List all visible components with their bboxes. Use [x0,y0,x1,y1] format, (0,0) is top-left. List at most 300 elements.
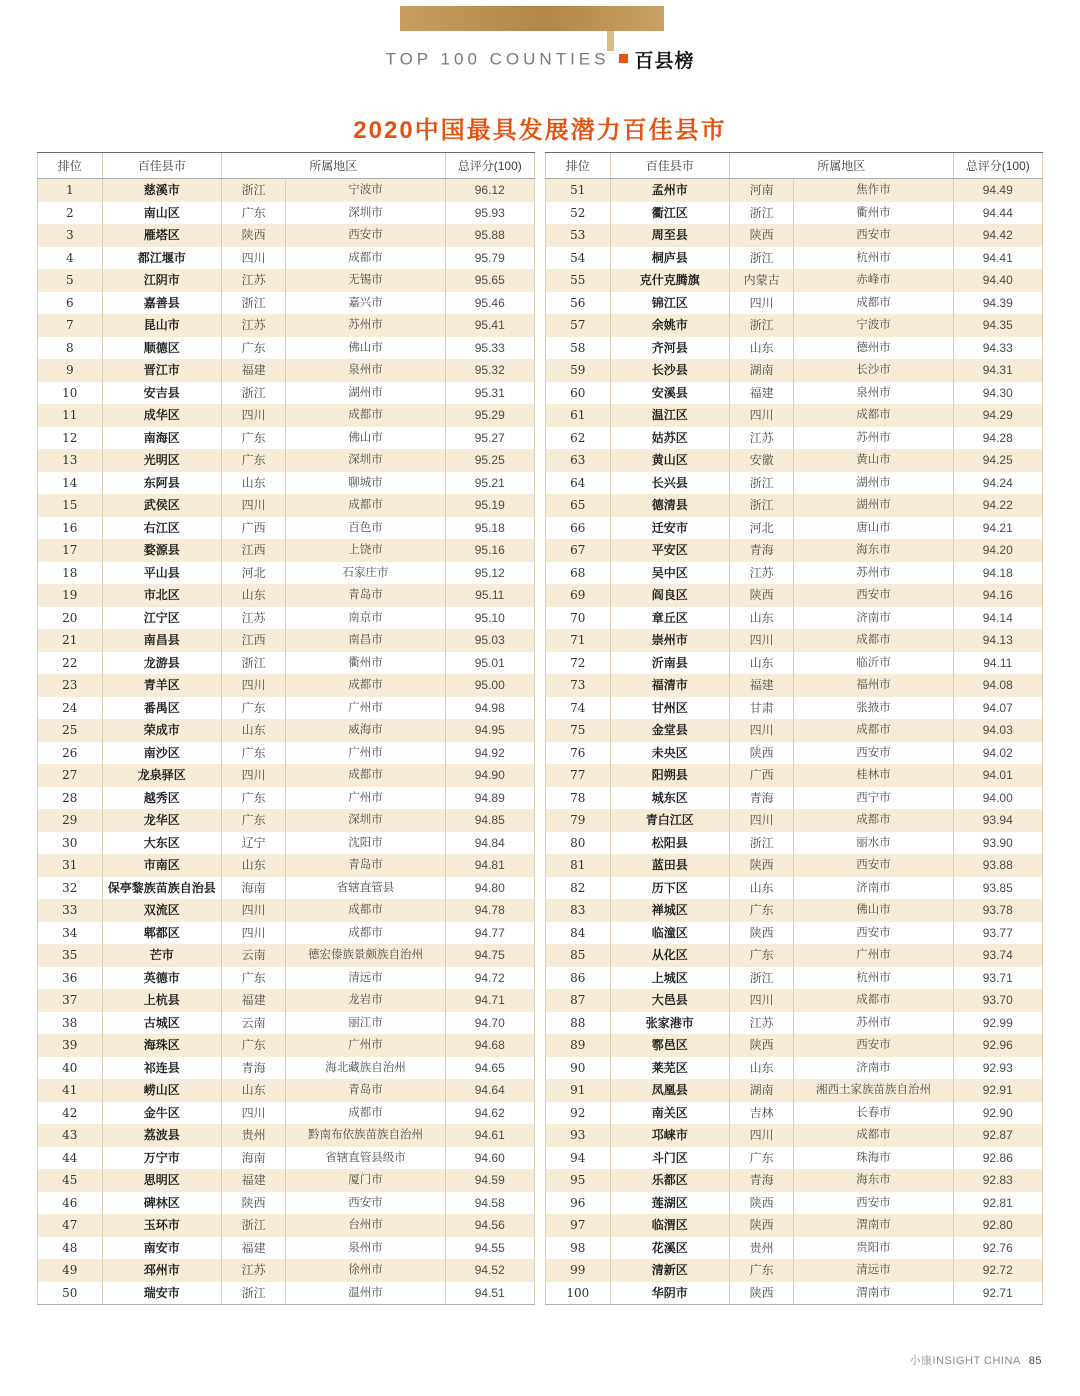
cell-rank: 63 [570,453,586,467]
cell-rank: 73 [570,678,586,692]
table-row [38,224,535,247]
cell-county: 安溪县 [610,382,729,405]
cell-county: 成华区 [102,404,221,427]
cell-county: 余姚市 [610,314,729,337]
cell-county: 福清市 [610,674,729,697]
cell-province: 福建 [221,1237,286,1260]
cell-county: 蓝田县 [610,854,729,877]
cell-score: 95.00 [445,674,534,697]
table-row [38,247,535,270]
cell-province: 江苏 [729,427,794,450]
cell-province: 河北 [221,562,286,585]
cell-rank: 53 [570,228,586,242]
table-row [546,854,1043,877]
cell-rank: 78 [570,790,586,805]
cell-rank: 70 [570,610,586,625]
table-row [546,472,1043,495]
cell-province: 广东 [729,1147,794,1170]
cell-province: 福建 [729,382,794,405]
cell-score: 94.56 [445,1214,534,1237]
cell-rank: 62 [570,430,586,445]
table-row [546,359,1043,382]
cell-county: 城东区 [610,787,729,810]
cell-rank: 69 [570,588,586,602]
cell-city: 成都市 [794,292,953,315]
cell-city: 成都市 [286,922,445,945]
cell-rank: 32 [62,880,78,895]
cell-city: 湖州市 [794,494,953,517]
cell-city: 丽水市 [794,832,953,855]
cell-county: 祁连县 [102,1057,221,1080]
cell-province: 湖南 [729,1079,794,1102]
table-row [546,562,1043,585]
cell-province: 贵州 [729,1237,794,1260]
cell-rank: 18 [62,565,78,580]
cell-city: 珠海市 [794,1147,953,1170]
table-row [38,1079,535,1102]
cell-county: 吴中区 [610,562,729,585]
cell-rank: 95 [570,1173,586,1187]
cell-county: 周至县 [610,224,729,247]
cell-city: 徐州市 [286,1259,445,1282]
cell-province: 浙江 [729,472,794,495]
cell-county: 崇州市 [610,629,729,652]
cell-city: 贵阳市 [794,1237,953,1260]
cell-province: 浙江 [221,1282,286,1305]
cell-score: 94.65 [445,1057,534,1080]
cell-rank: 22 [62,655,78,670]
cell-city: 湘西土家族苗族自治州 [794,1079,953,1102]
table-row [546,944,1043,967]
cell-score: 94.01 [953,764,1042,787]
cell-province: 福建 [221,989,286,1012]
cell-county: 番禺区 [102,697,221,720]
cell-score: 96.12 [445,179,534,202]
cell-province: 陕西 [221,1192,286,1215]
cell-province: 陕西 [729,1214,794,1237]
table-row [546,877,1043,900]
cell-city: 湖州市 [794,472,953,495]
cell-county: 长沙县 [610,359,729,382]
cell-rank: 13 [62,453,78,467]
table-row [38,202,535,225]
table-row [38,562,535,585]
cell-score: 94.98 [445,697,534,720]
table-row [38,652,535,675]
cell-county: 右江区 [102,517,221,540]
cell-county: 历下区 [610,877,729,900]
cell-rank: 97 [570,1218,586,1232]
cell-score: 92.76 [953,1237,1042,1260]
cell-county: 顺德区 [102,337,221,360]
ranking-table-left [37,152,535,1305]
cell-rank: 77 [570,768,586,782]
cell-county: 长兴县 [610,472,729,495]
cell-score: 92.96 [953,1034,1042,1057]
table-row [38,832,535,855]
cell-rank: 52 [570,205,586,220]
cell-rank: 33 [62,903,78,917]
table-row [546,539,1043,562]
cell-rank: 29 [62,813,78,827]
table-row [546,494,1043,517]
table-row [38,764,535,787]
cell-county: 婺源县 [102,539,221,562]
cell-county: 昆山市 [102,314,221,337]
cell-province: 山东 [221,719,286,742]
cell-city: 济南市 [794,1057,953,1080]
cell-score: 92.99 [953,1012,1042,1035]
table-row [546,1214,1043,1237]
cell-score: 94.35 [953,314,1042,337]
cell-rank: 54 [570,250,586,265]
cell-province: 吉林 [729,1102,794,1125]
cell-province: 贵州 [221,1124,286,1147]
cell-province: 云南 [221,1012,286,1035]
page-footer [910,1352,1042,1368]
cell-score: 95.16 [445,539,534,562]
cell-rank: 38 [62,1015,78,1030]
cell-province: 四川 [729,292,794,315]
cell-county: 英德市 [102,967,221,990]
cell-province: 广东 [221,787,286,810]
cell-rank: 76 [570,745,586,760]
cell-city: 西安市 [794,584,953,607]
cell-rank: 12 [62,430,78,445]
cell-province: 河北 [729,517,794,540]
cell-county: 荔波县 [102,1124,221,1147]
cell-province: 浙江 [221,652,286,675]
table-row [546,247,1043,270]
cell-province: 广东 [221,742,286,765]
cell-score: 93.77 [953,922,1042,945]
cell-province: 广东 [221,697,286,720]
cell-score: 93.85 [953,877,1042,900]
cell-rank: 57 [570,318,586,332]
cell-rank: 43 [62,1128,78,1142]
cell-city: 台州市 [286,1214,445,1237]
cell-county: 芒市 [102,944,221,967]
cell-province: 山东 [221,854,286,877]
table-row [546,787,1043,810]
cell-score: 95.88 [445,224,534,247]
cell-county: 未央区 [610,742,729,765]
cell-province: 浙江 [221,292,286,315]
cell-score: 95.32 [445,359,534,382]
cell-county: 斗门区 [610,1147,729,1170]
cell-city: 佛山市 [794,899,953,922]
cell-score: 92.81 [953,1192,1042,1215]
cell-rank: 4 [65,250,74,265]
cell-county: 平山县 [102,562,221,585]
cell-city: 西宁市 [794,787,953,810]
cell-score: 92.83 [953,1169,1042,1192]
cell-province: 广东 [221,337,286,360]
table-row [546,1237,1043,1260]
cell-city: 南昌市 [286,629,445,652]
table-row [546,742,1043,765]
masthead [0,46,1080,73]
cell-city: 百色市 [286,517,445,540]
cell-rank: 86 [570,970,586,985]
cell-county: 南沙区 [102,742,221,765]
cell-city: 广州市 [286,787,445,810]
cell-county: 上杭县 [102,989,221,1012]
cell-rank: 82 [570,880,586,895]
table-row [38,449,535,472]
cell-county: 南山区 [102,202,221,225]
cell-city: 嘉兴市 [286,292,445,315]
cell-city: 广州市 [286,1034,445,1057]
cell-score: 94.07 [953,697,1042,720]
cell-province: 福建 [729,674,794,697]
cell-score: 95.11 [445,584,534,607]
cell-score: 94.92 [445,742,534,765]
table-row [546,427,1043,450]
cell-province: 海南 [221,1147,286,1170]
cell-rank: 83 [570,903,586,917]
cell-city: 海东市 [794,539,953,562]
cell-rank: 81 [570,858,586,872]
cell-city: 海北藏族自治州 [286,1057,445,1080]
cell-province: 江苏 [221,607,286,630]
cell-county: 阎良区 [610,584,729,607]
cell-score: 94.77 [445,922,534,945]
table-row [546,179,1043,202]
cell-county: 德清县 [610,494,729,517]
table-row [38,404,535,427]
table-row [546,292,1043,315]
cell-score: 94.33 [953,337,1042,360]
cell-score: 95.03 [445,629,534,652]
table-row [38,337,535,360]
cell-score: 94.00 [953,787,1042,810]
table-row [38,269,535,292]
cell-province: 浙江 [729,202,794,225]
cell-score: 94.25 [953,449,1042,472]
table-row [38,1237,535,1260]
table-row [546,922,1043,945]
cell-score: 92.72 [953,1259,1042,1282]
cell-county: 张家港市 [610,1012,729,1035]
cell-score: 94.61 [445,1124,534,1147]
cell-rank: 17 [62,543,78,557]
cell-score: 95.46 [445,292,534,315]
cell-county: 慈溪市 [102,179,221,202]
cell-score: 95.19 [445,494,534,517]
cell-city: 西安市 [794,1192,953,1215]
cell-county: 华阴市 [610,1282,729,1305]
cell-city: 厦门市 [286,1169,445,1192]
cell-rank: 85 [570,948,586,962]
cell-city: 佛山市 [286,337,445,360]
table-row [38,899,535,922]
cell-score: 93.74 [953,944,1042,967]
cell-rank: 26 [62,745,78,760]
cell-province: 青海 [729,1169,794,1192]
header-region: 所属地区 [221,153,445,179]
cell-province: 青海 [729,787,794,810]
table-row [38,1034,535,1057]
table-row [546,832,1043,855]
cell-province: 浙江 [221,1214,286,1237]
cell-rank: 49 [62,1263,78,1277]
cell-province: 山东 [729,337,794,360]
cell-province: 江苏 [729,1012,794,1035]
cell-score: 94.28 [953,427,1042,450]
cell-province: 陕西 [221,224,286,247]
cell-city: 唐山市 [794,517,953,540]
table-row [546,899,1043,922]
cell-province: 广东 [221,967,286,990]
cell-county: 克什克腾旗 [610,269,729,292]
cell-score: 93.70 [953,989,1042,1012]
cell-province: 浙江 [729,967,794,990]
cell-province: 四川 [221,899,286,922]
cell-county: 临渭区 [610,1214,729,1237]
cell-city: 西安市 [286,1192,445,1215]
cell-province: 广东 [729,899,794,922]
table-row [38,944,535,967]
cell-city: 海东市 [794,1169,953,1192]
cell-city: 成都市 [794,1124,953,1147]
cell-county: 瑞安市 [102,1282,221,1305]
cell-province: 浙江 [729,832,794,855]
cell-rank: 71 [570,633,586,647]
cell-score: 93.94 [953,809,1042,832]
cell-rank: 21 [62,633,78,647]
cell-city: 成都市 [286,494,445,517]
cell-province: 青海 [729,539,794,562]
cell-city: 龙岩市 [286,989,445,1012]
cell-province: 内蒙古 [729,269,794,292]
cell-rank: 8 [65,340,74,355]
cell-city: 成都市 [794,404,953,427]
cell-rank: 39 [62,1038,78,1052]
table-row [38,607,535,630]
cell-province: 广东 [729,944,794,967]
cell-rank: 31 [62,858,78,872]
cell-province: 四川 [729,629,794,652]
cell-score: 94.60 [445,1147,534,1170]
cell-rank: 15 [62,498,78,512]
cell-county: 龙泉驿区 [102,764,221,787]
cell-rank: 88 [570,1015,586,1030]
cell-rank: 84 [570,925,586,940]
cell-city: 成都市 [286,764,445,787]
cell-rank: 48 [62,1240,78,1255]
cell-county: 光明区 [102,449,221,472]
table-row [546,449,1043,472]
table-row [38,1124,535,1147]
cell-city: 聊城市 [286,472,445,495]
gold-bar-decoration [400,6,664,31]
table-header-row [38,153,535,179]
cell-county: 都江堰市 [102,247,221,270]
cell-rank: 93 [570,1128,586,1142]
cell-county: 姑苏区 [610,427,729,450]
cell-rank: 58 [570,340,586,355]
cell-county: 大邑县 [610,989,729,1012]
cell-province: 四川 [729,404,794,427]
cell-province: 福建 [221,359,286,382]
cell-score: 94.59 [445,1169,534,1192]
cell-county: 碑林区 [102,1192,221,1215]
table-row [38,584,535,607]
cell-score: 94.89 [445,787,534,810]
cell-county: 孟州市 [610,179,729,202]
table-row [546,337,1043,360]
cell-rank: 42 [62,1105,78,1120]
table-row [38,494,535,517]
cell-county: 迁安市 [610,517,729,540]
cell-province: 陕西 [729,224,794,247]
table-row [38,787,535,810]
cell-city: 济南市 [794,877,953,900]
cell-province: 山东 [729,1057,794,1080]
cell-rank: 6 [65,295,74,310]
cell-score: 95.12 [445,562,534,585]
table-row [38,517,535,540]
table-row [38,427,535,450]
cell-county: 武侯区 [102,494,221,517]
cell-city: 广州市 [794,944,953,967]
cell-province: 广东 [221,809,286,832]
table-row [546,1192,1043,1215]
cell-province: 陕西 [729,1192,794,1215]
cell-province: 浙江 [729,314,794,337]
cell-province: 江苏 [221,314,286,337]
cell-rank: 75 [570,723,586,737]
cell-city: 西安市 [794,224,953,247]
cell-city: 衢州市 [794,202,953,225]
cell-county: 邳州市 [102,1259,221,1282]
cell-rank: 64 [570,475,586,490]
cell-city: 成都市 [794,629,953,652]
cell-province: 浙江 [729,494,794,517]
cell-county: 雁塔区 [102,224,221,247]
cell-county: 南海区 [102,427,221,450]
cell-county: 双流区 [102,899,221,922]
cell-score: 94.72 [445,967,534,990]
cell-city: 杭州市 [794,967,953,990]
cell-county: 阳朔县 [610,764,729,787]
cell-county: 金牛区 [102,1102,221,1125]
cell-county: 江阴市 [102,269,221,292]
cell-city: 广州市 [286,697,445,720]
cell-city: 张掖市 [794,697,953,720]
table-row [38,1012,535,1035]
cell-score: 94.95 [445,719,534,742]
cell-city: 泉州市 [286,1237,445,1260]
table-row [546,1034,1043,1057]
table-row [546,1282,1043,1305]
cell-city: 济南市 [794,607,953,630]
cell-city: 成都市 [286,247,445,270]
cell-score: 94.40 [953,269,1042,292]
cell-score: 93.78 [953,899,1042,922]
cell-county: 上城区 [610,967,729,990]
cell-rank: 35 [62,948,78,962]
table-row [38,1259,535,1282]
cell-county: 市北区 [102,584,221,607]
table-row [38,719,535,742]
cell-rank: 16 [62,520,78,535]
cell-rank: 100 [546,1282,611,1305]
cell-score: 93.90 [953,832,1042,855]
cell-county: 越秀区 [102,787,221,810]
cell-city: 南京市 [286,607,445,630]
